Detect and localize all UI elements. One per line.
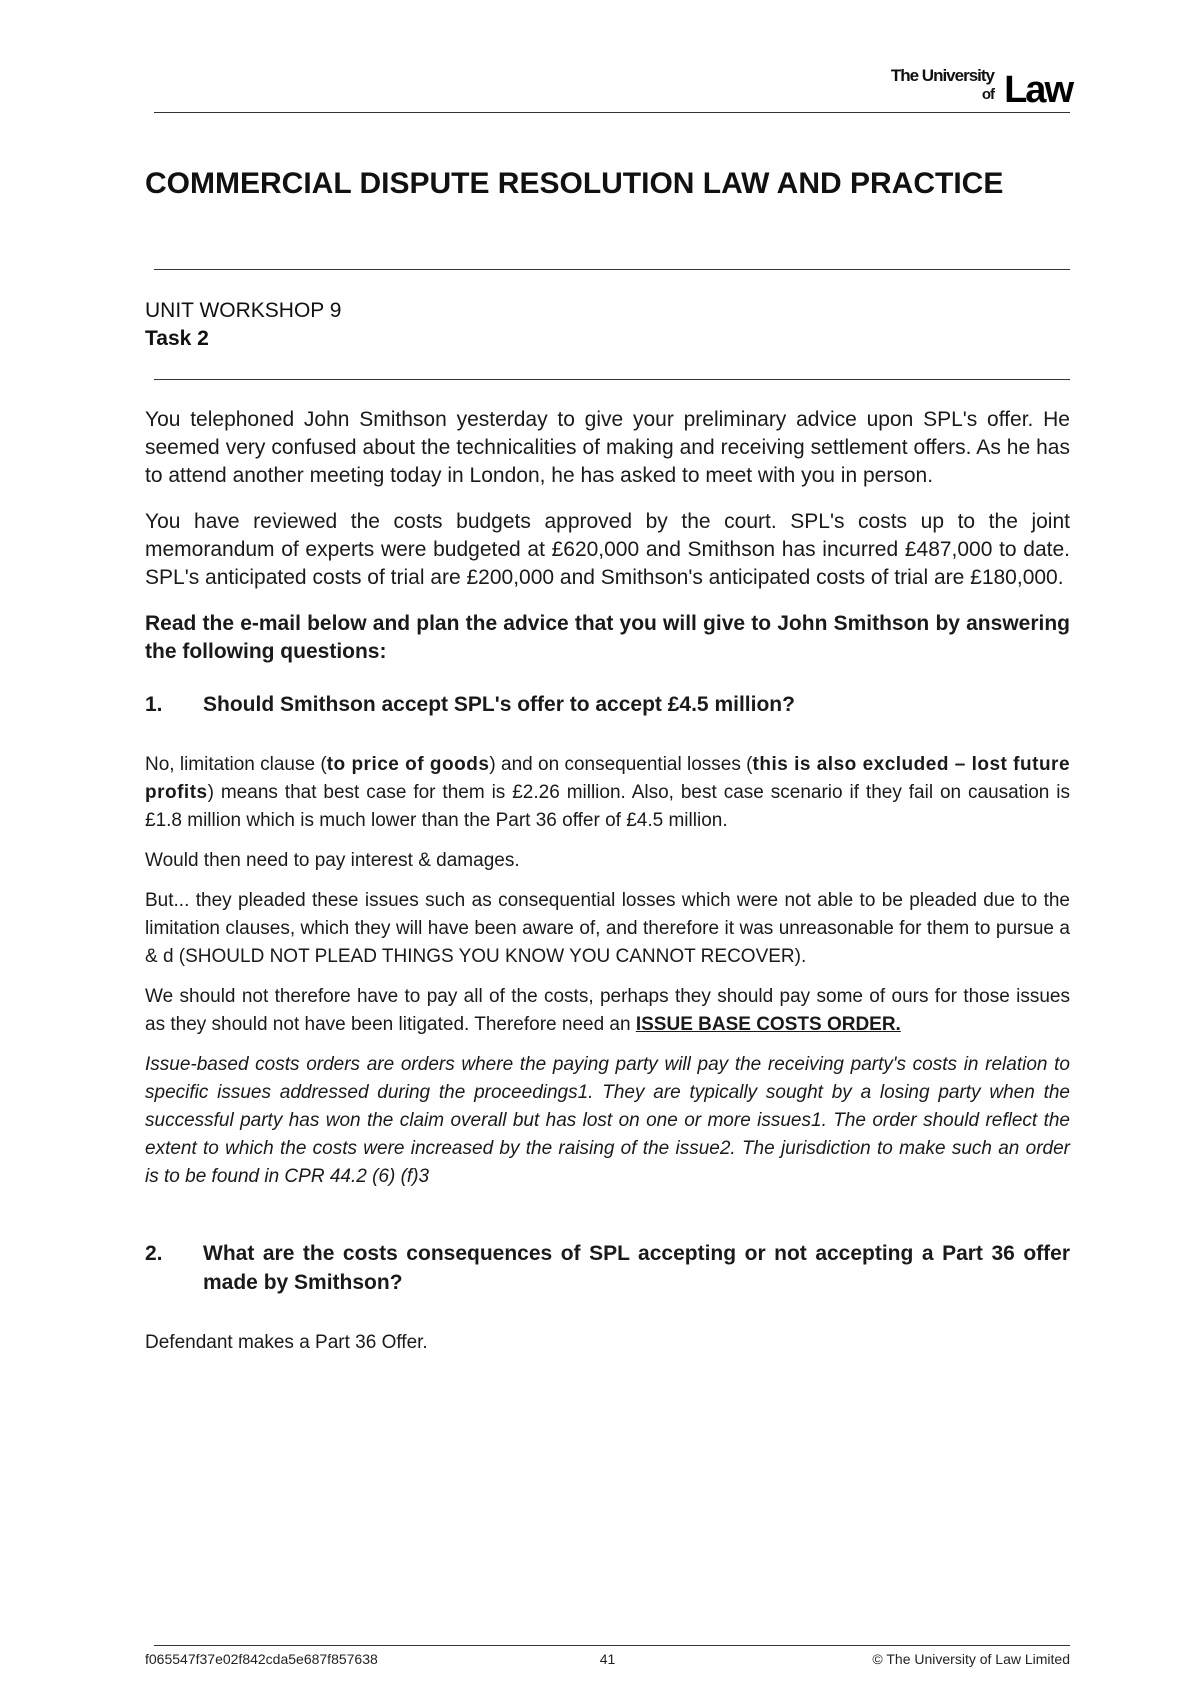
intro-paragraph-1: You telephoned John Smithson yesterday to give your preliminary advice upon SPL's offer. He seemed very confused about the technicalities of making and receiving settlement offers. As he has to attend another meeting today in London, he has asked to meet with you in person. [145,408,1070,487]
logo-line-2: of [981,86,994,103]
document-body [145,406,1070,1369]
answer-1-paragraph-5: Issue-based costs orders are orders where the paying party will pay the receiving party's costs in relation to specific issues addressed during the proceedings1. They are typically sought by a losing party when the successful party has won the claim overall but has lost on one or more issues1. The order should reflect the extent to which the costs were increased by the raising of the issue2. The jurisdiction to make such an order is to be found in CPR 44.2 (6) (f)3 [145,1054,1070,1187]
title-block [145,165,1070,203]
question-1-text: Should Smithson accept SPL's offer to accept £4.5 million? [203,693,795,716]
title-divider [154,269,1070,270]
answer-text: We should not therefore have to pay all of the costs, perhaps they should pay some of ours for those issues as they should not have been litigated. Therefore need an [145,986,1070,1035]
question-2-text: What are the costs consequences of SPL accepting or not accepting a Part 36 offer made by Smithson? [203,1242,1070,1294]
footer-doc-id: f065547f37e02f842cda5e687f857638 [145,1651,378,1667]
header-divider [154,112,1070,113]
footer-divider [154,1645,1070,1646]
answer-text: ) and on consequential losses ( [489,754,753,775]
page-title: COMMERCIAL DISPUTE RESOLUTION LAW AND PRACTICE [145,167,1004,200]
instruction-paragraph: Read the e-mail below and plan the advice that you will give to John Smithson by answering the following questions: [145,612,1070,663]
footer-page-number: 41 [599,1651,616,1667]
intro-paragraph-2: You have reviewed the costs budgets approved by the court. SPL's costs up to the joint memorandum of experts were budgeted at £620,000 and Smithson has incurred £487,000 to date. SPL's anticipated costs of trial are £200,000 and Smithson's anticipated costs of trial are £180,000. [145,510,1070,589]
question-2-number: 2. [145,1242,163,1265]
unit-heading: UNIT WORKSHOP 9 [145,299,342,322]
logo-line-1: The University [890,66,994,85]
issue-based-costs-term: ISSUE BASE COSTS ORDER. [635,1014,901,1035]
footer-copyright: © The University of Law Limited [872,1651,1070,1667]
unit-block [145,297,341,353]
unit-divider [154,379,1070,380]
answer-1-paragraph-4 [145,983,1070,1039]
answer-text: ) means that best case for them is £2.26 million. Also, best case scenario if they fail on causation is £1.8 million which is much lower than the Part 36 offer of £4.5 million. [145,782,1070,831]
task-heading: Task 2 [145,327,209,350]
answer-2-paragraph-1: Defendant makes a Part 36 Offer. [145,1332,428,1353]
question-2 [145,1239,1070,1297]
answer-emphasis: this is also excluded – lost future profits [145,754,1071,803]
question-1 [145,690,1070,719]
answer-1-paragraph-3: But... they pleaded these issues such as consequential losses which were not able to be pleaded due to the limitation clauses, which they will have been aware of, and therefore it was unreasonable for them to pursue a & d (SHOULD NOT PLEAD THINGS YOU KNOW YOU CANNOT RECOVER). [145,890,1070,967]
answer-text: No, limitation clause ( [145,754,327,775]
question-1-number: 1. [145,693,163,716]
university-logo [862,66,1072,110]
answer-1-paragraph-2: Would then need to pay interest & damages. [145,850,520,871]
answer-1-paragraph-1 [145,751,1070,835]
answer-emphasis: to price of goods [326,754,490,775]
logo-line-3: Law [1004,69,1072,111]
